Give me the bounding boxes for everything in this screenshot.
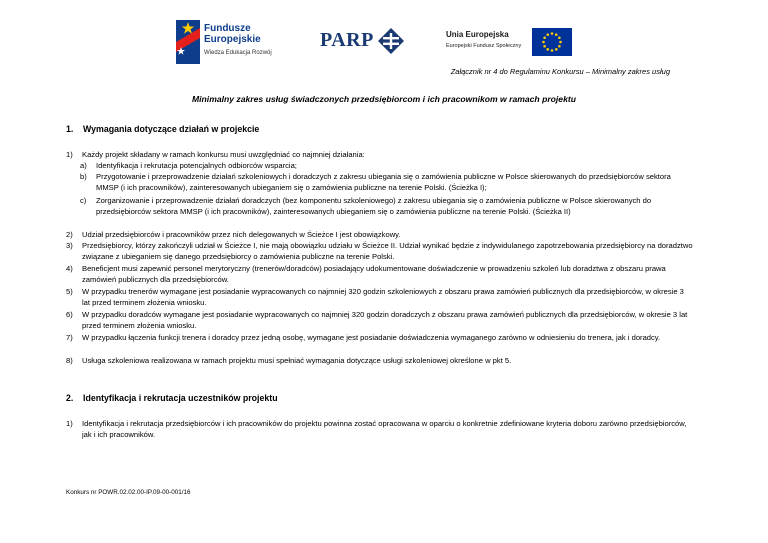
list-item xyxy=(66,240,694,263)
list-item xyxy=(66,149,694,160)
list-item xyxy=(66,263,694,286)
parp-logo xyxy=(320,27,410,57)
sub-item xyxy=(80,160,694,171)
section-title: Wymagania dotyczące działań w projekcie xyxy=(83,124,260,134)
item-text: Każdy projekt składany w ramach konkursu musi uwzględniać co najmniej działania: xyxy=(82,150,365,159)
item-text: Udział przedsiębiorców i pracowników przez nich delegowanych w Ścieżce I jest obowiązkowy. xyxy=(82,230,401,239)
ue-logo-name: Unia Europejska xyxy=(446,30,509,39)
item-number: 3) xyxy=(66,241,73,250)
list-item xyxy=(66,418,694,441)
fe-logo-name xyxy=(204,23,261,45)
sub-item-text: Zorganizowanie i przeprowadzenie działań doradczych (bez komponentu szkoleniowego) z zakresu ubiegania się o zamówienia publiczne w Polsce skierowanych do przedsiębiorców sektora MMSP (i ich pracowników), zainteresowanych ubieganiem się o zamówienia publiczne na terenie Polski. (Ścieżka II) xyxy=(96,196,652,217)
item-number: 1) xyxy=(66,419,73,428)
sub-item-letter: b) xyxy=(80,172,87,181)
list-item xyxy=(66,229,694,240)
footer-competition-number: Konkurs nr POWR.02.02.00-IP.09-00-001/16 xyxy=(66,489,191,496)
section-number: 1. xyxy=(66,124,74,134)
sub-item xyxy=(80,171,694,194)
fe-logo-line1: Fundusze xyxy=(204,23,251,34)
eu-star-icon xyxy=(555,33,558,36)
item-text: Beneficjent musi zapewnić personel merytoryczny (trenerów/doradców) posiadający udokumentowane doświadczenie w prowadzeniu szkoleń lub doradztwa z obszaru prawa zamówień publicznych dla przedsiębiorców. xyxy=(82,264,666,285)
eu-star-icon xyxy=(558,36,561,39)
eu-star-icon xyxy=(543,36,546,39)
annex-caption: Załącznik nr 4 do Regulaminu Konkursu – Minimalny zakres usług xyxy=(450,67,670,76)
fundusze-europejskie-logo xyxy=(176,20,296,64)
eu-star-icon xyxy=(543,45,546,48)
section-number: 2. xyxy=(66,393,74,403)
item-number: 8) xyxy=(66,356,73,365)
ue-logo-subtitle: Europejski Fundusz Społeczny xyxy=(446,43,522,49)
sub-item-text: Identyfikacja i rekrutacja potencjalnych odbiorców wsparcia; xyxy=(96,161,297,170)
item-number: 5) xyxy=(66,287,73,296)
parp-diamond-icon xyxy=(377,27,405,55)
document-title: Minimalny zakres usług świadczonych przedsiębiorcom i ich pracownikom w ramach projektu xyxy=(192,94,576,104)
eu-star-icon xyxy=(559,41,562,44)
item-number: 4) xyxy=(66,264,73,273)
item-text: W przypadku łączenia funkcji trenera i doradcy przez jedną osobę, wymagane jest posiadanie doświadczenia wymaganego zarówno w odniesieniu do trenera, jak i doradcy. xyxy=(82,333,661,342)
list-item xyxy=(66,286,694,309)
section-2-heading xyxy=(66,393,278,403)
section-1-heading xyxy=(66,124,259,134)
list-item xyxy=(66,355,694,366)
unia-europejska-logo xyxy=(446,28,572,58)
sub-item xyxy=(80,195,694,218)
sub-item-text: Przygotowanie i przeprowadzenie działań szkoleniowych i doradczych z zakresu ubiegania się o zamówienia publiczne w Polsce skierowanych do przedsiębiorców sektora MMSP (i ich pracowników), zainteresowanych ubieganiem się o zamówienia publiczne na terenie Polski. (Ścieżka I); xyxy=(96,172,671,193)
list-item xyxy=(66,309,694,332)
logo-bar xyxy=(0,0,768,70)
fe-logo-line2: Europejskie xyxy=(204,34,261,45)
eu-star-icon xyxy=(555,48,558,51)
item-text: W przypadku doradców wymagane jest posiadanie wypracowanych co najmniej 320 godzin doradczych z obszaru prawa zamówień publicznych dla przedsiębiorców, w okresie 3 lat przed terminem złożenia wniosku. xyxy=(82,310,688,331)
list-item xyxy=(66,332,694,343)
eu-star-icon xyxy=(546,33,549,36)
parp-logo-text: PARP xyxy=(320,29,374,51)
eu-star-icon xyxy=(546,48,549,51)
fe-logo-subtitle: Wiedza Edukacja Rozwój xyxy=(204,50,272,56)
eu-flag-icon xyxy=(532,28,572,56)
item-number: 7) xyxy=(66,333,73,342)
item-number: 2) xyxy=(66,230,73,239)
sub-item-letter: c) xyxy=(80,196,87,205)
item-text: Przedsiębiorcy, którzy zakończyli udział w Ścieżce I, nie mają obowiązku udziału w Ścieżce II. Udział wynikać będzie z indywidulanego zapotrzebowania przedsiębiorcy na doradztwo związane z ubieganiem się danego przedsiębiorcy o zamówienia publiczne na terenie Polski. xyxy=(82,241,693,262)
item-text: Usługa szkoleniowa realizowana w ramach projektu musi spełniać wymagania dotyczące usługi szkoleniowej określone w pkt 5. xyxy=(82,356,512,365)
eu-star-icon xyxy=(551,32,554,35)
fe-star-flag-icon xyxy=(176,20,200,64)
sub-item-letter: a) xyxy=(80,161,87,170)
item-number: 6) xyxy=(66,310,73,319)
eu-star-icon xyxy=(558,45,561,48)
section-title: Identyfikacja i rekrutacja uczestników projektu xyxy=(83,393,278,403)
eu-star-icon xyxy=(551,49,554,52)
eu-star-icon xyxy=(542,41,545,44)
item-text: W przypadku trenerów wymagane jest posiadanie wypracowanych co najmniej 320 godzin szkoleniowych z obszaru prawa zamówień publicznych dla przedsiębiorców, w okresie 3 lat przed terminem złożenia wniosku. xyxy=(82,287,684,308)
item-text: Identyfikacja i rekrutacja przedsiębiorców i ich pracowników do projektu powinna zostać opracowana w oparciu o konkretnie zdefiniowane kryteria doboru zarówno przedsiębiorców, jak i ich pracowników. xyxy=(82,419,687,440)
item-number: 1) xyxy=(66,150,73,159)
